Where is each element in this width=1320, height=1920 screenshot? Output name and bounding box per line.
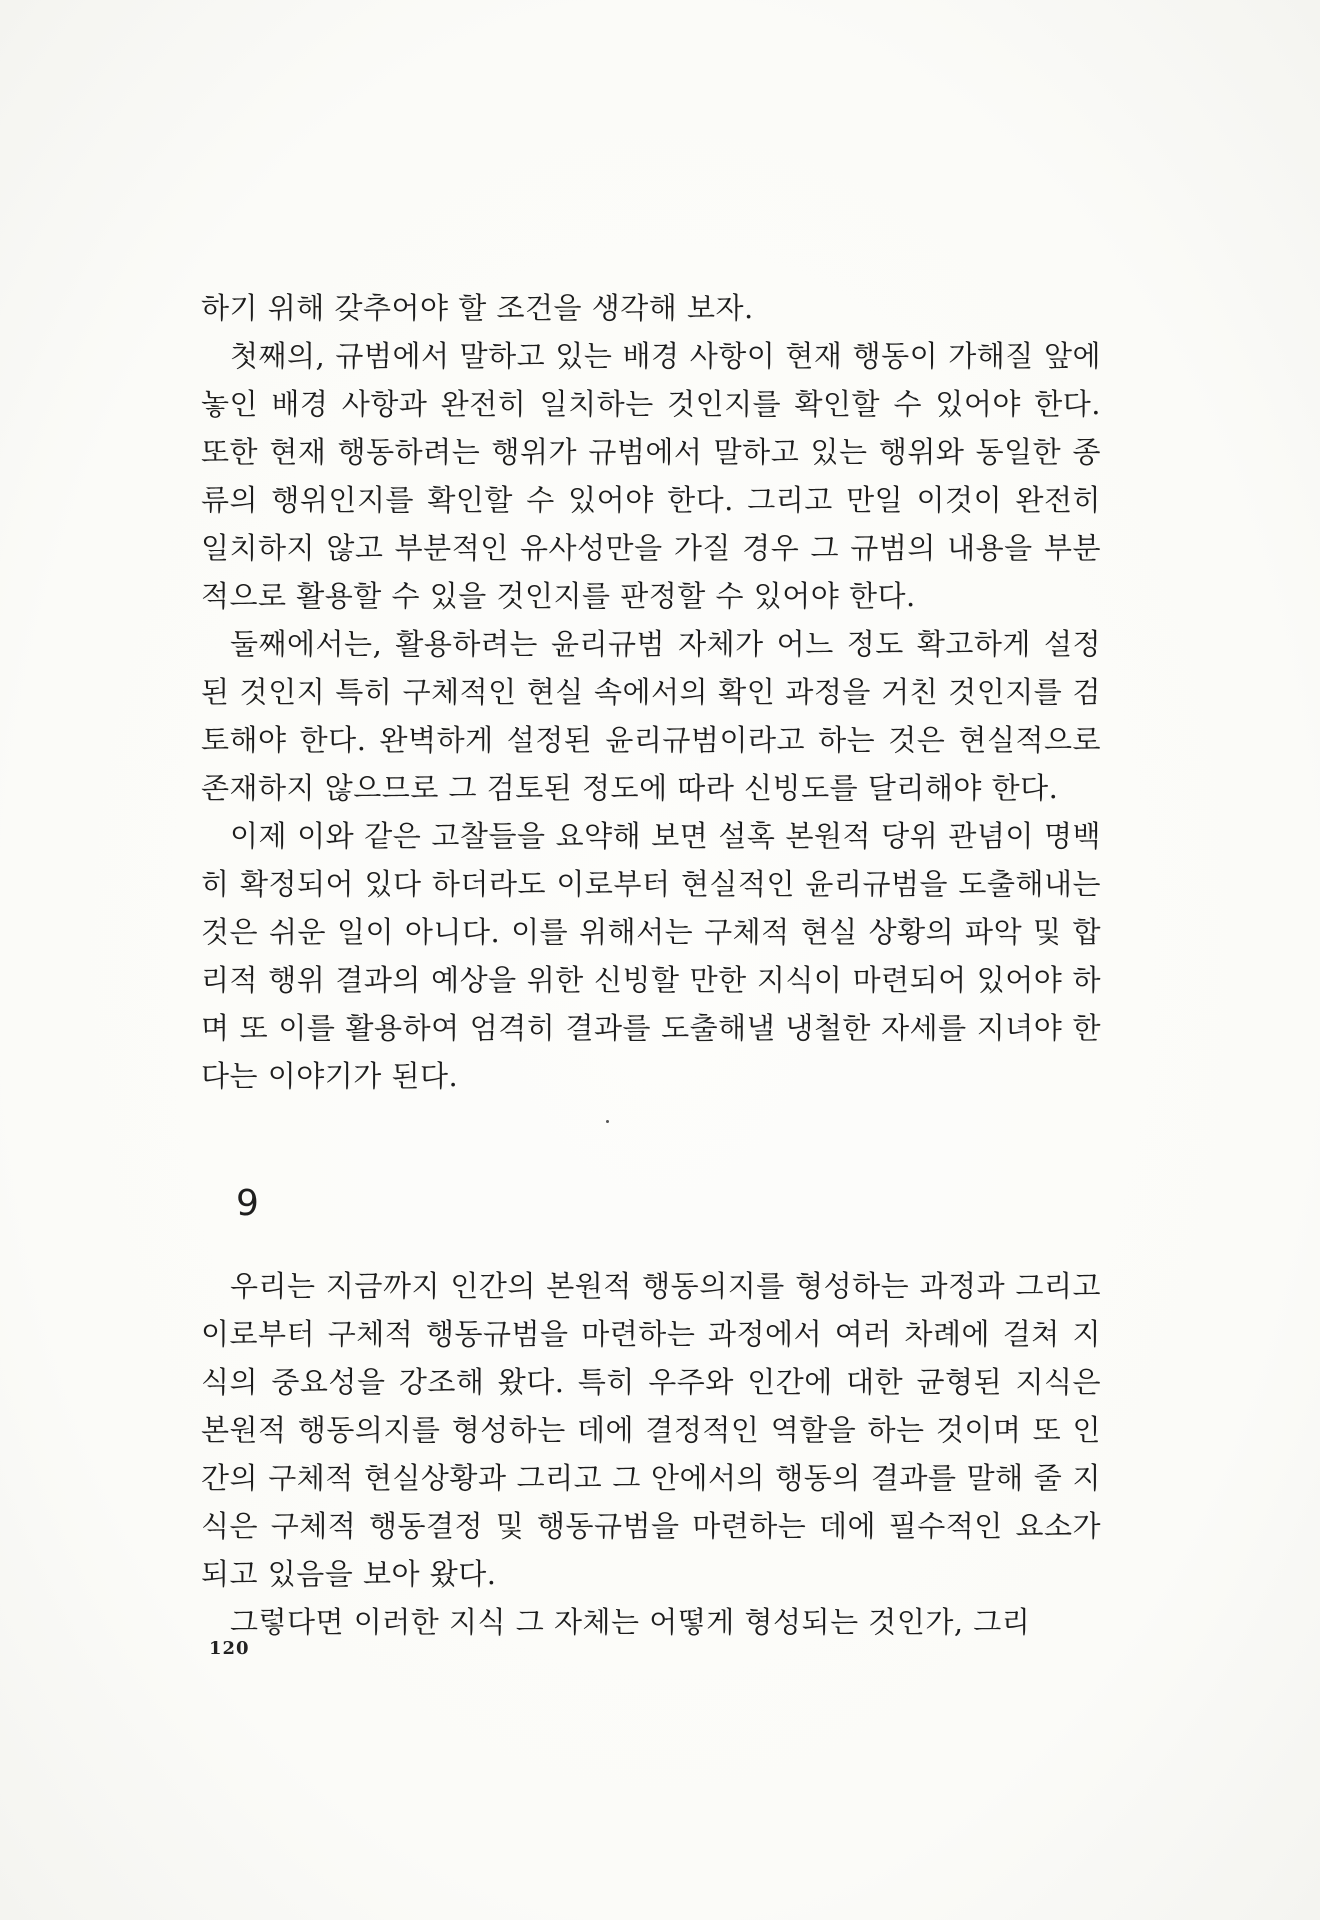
paragraph-summary: 이제 이와 같은 고찰들을 요약해 보면 설혹 본원적 당위 관념이 명백히 확정되어 있다 하더라도 이로부터 현실적인 윤리규범을 도출해내는 것은 쉬운 일이 아니다. 이를 위해서는 구체적 현실 상황의 파악 및 합리적 행위 결과의 예상을 위한 신빙할 만한 지식이 마련되어 있어야 하며 또 이를 활용하여 엄격히 결과를 도출해낼 냉철한 자세를 지녀야 한다는 이야기가 된다. [201,819,1101,1093]
paragraph-continuation: 하기 위해 갖추어야 할 조건을 생각해 보자. [201,291,754,325]
paragraph-question: 그렇다면 이러한 지식 그 자체는 어떻게 형성되는 것인가, 그리 [230,1605,1031,1639]
section-number: 9 [236,1183,259,1224]
paragraph-second-condition: 둘째에서는, 활용하려는 윤리규범 자체가 어느 정도 확고하게 설정된 것인지 특히 구체적인 현실 속에서의 확인 과정을 거친 것인지를 검토해야 한다. 완벽하게 설정된 윤리규범이라고 하는 것은 현실적으로 존재하지 않으므로 그 검토된 정도에 따라 신빙도를 달리해야 한다. [201,627,1101,805]
text-block-bottom [201,1262,1101,1646]
stray-mark [606,1120,609,1123]
page-number: 120 [209,1638,250,1659]
paragraph-knowledge: 우리는 지금까지 인간의 본원적 행동의지를 형성하는 과정과 그리고 이로부터 구체적 행동규범을 마련하는 과정에서 여러 차례에 걸쳐 지식의 중요성을 강조해 왔다. 특히 우주와 인간에 대한 균형된 지식은 본원적 행동의지를 형성하는 데에 결정적인 역할을 하는 것이며 또 인간의 구체적 현실상황과 그리고 그 안에서의 행동의 결과를 말해 줄 지식은 구체적 행동결정 및 행동규범을 마련하는 데에 필수적인 요소가 되고 있음을 보아 왔다. [201,1269,1101,1591]
paragraph-first-condition: 첫째의, 규범에서 말하고 있는 배경 사항이 현재 행동이 가해질 앞에 놓인 배경 사항과 완전히 일치하는 것인지를 확인할 수 있어야 한다. 또한 현재 행동하려는 행위가 규범에서 말하고 있는 행위와 동일한 종류의 행위인지를 확인할 수 있어야 한다. 그리고 만일 이것이 완전히 일치하지 않고 부분적인 유사성만을 가질 경우 그 규범의 내용을 부분적으로 활용할 수 있을 것인지를 판정할 수 있어야 한다. [201,339,1101,613]
text-block-top [201,284,1101,1100]
